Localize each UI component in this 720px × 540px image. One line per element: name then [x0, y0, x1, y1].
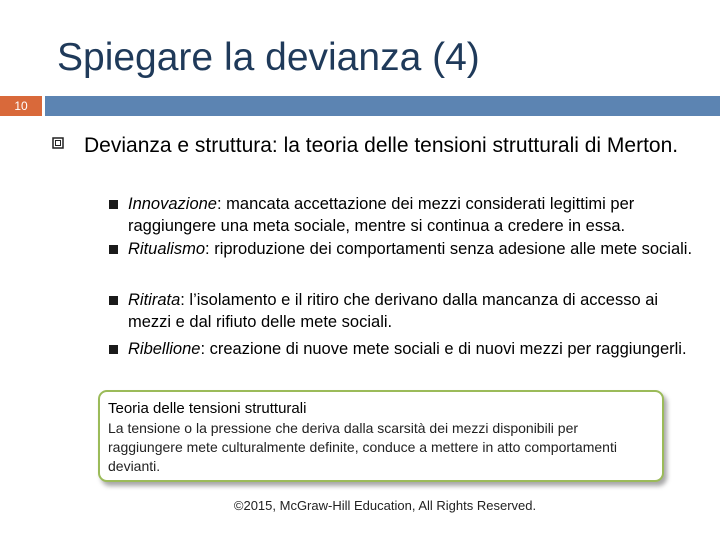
square-bullet-icon — [109, 345, 118, 354]
sub-bullet-ritualismo — [128, 238, 698, 260]
square-bullet-icon — [109, 296, 118, 305]
header-bar — [45, 96, 720, 116]
main-bullet-text: Devianza e struttura: la teoria delle tensioni strutturali di Merton. — [84, 134, 679, 157]
term-description: : mancata accettazione dei mezzi considerati legittimi per raggiungere una meta sociale, mentre si continua a credere in essa. — [128, 195, 635, 235]
slide-title: Spiegare la devianza (4) — [57, 36, 480, 79]
sub-bullet-ribellione — [128, 338, 698, 360]
term-label: Ribellione — [128, 340, 201, 358]
square-bullet-icon — [109, 200, 118, 209]
slide-number: 10 — [0, 96, 42, 116]
sub-bullet-innovazione — [128, 193, 698, 237]
sub-bullet-ritirata — [128, 289, 698, 333]
term-description: : l’isolamento e il ritiro che derivano dalla mancanza di accesso ai mezzi e dal rifiuto delle mete sociali. — [128, 291, 659, 331]
hollow-square-bullet-icon — [52, 137, 64, 149]
term-description: : creazione di nuove mete sociali e di nuovi mezzi per raggiungerli. — [200, 340, 687, 358]
term-description: : riproduzione dei comportamenti senza adesione alle mete sociali. — [205, 240, 693, 258]
copyright-footer: ©2015, McGraw-Hill Education, All Rights Reserved. — [233, 498, 537, 513]
term-label: Ritirata — [128, 291, 181, 309]
term-label: Ritualismo — [128, 240, 206, 258]
term-label: Innovazione — [128, 195, 217, 213]
callout-title: Teoria delle tensioni strutturali — [108, 400, 307, 417]
callout-text: La tensione o la pressione che deriva dalla scarsità dei mezzi disponibili per raggiungere mete culturalmente definite, conduce a mettere in atto comportamenti devianti. — [108, 420, 617, 474]
square-bullet-icon — [109, 245, 118, 254]
